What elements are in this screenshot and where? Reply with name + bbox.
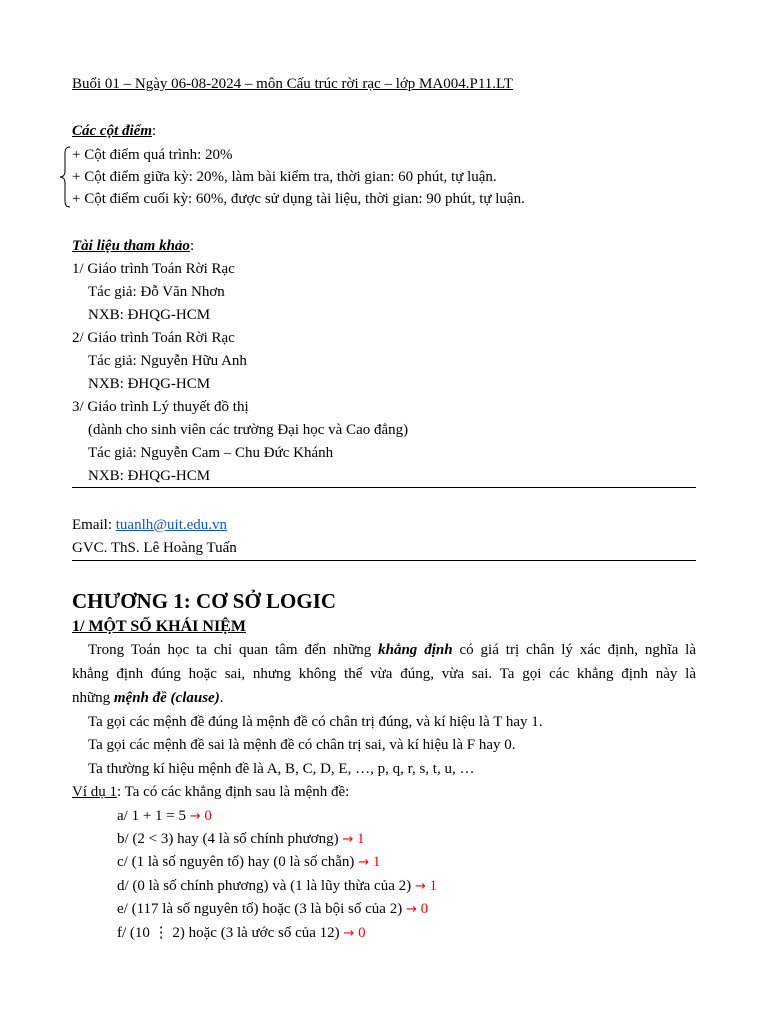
list-item (117, 853, 380, 872)
emphasis-text: mệnh đề (clause) (113, 690, 220, 706)
email-link[interactable]: tuanlh@uit.edu.vn (115, 517, 228, 533)
example-text: f/ (10 ⋮ 2) hoặc (3 là ước số của 12) (117, 925, 344, 941)
arrow-right-icon: → (343, 926, 355, 941)
example-text: b/ (2 < 3) hay (4 là số chính phương) (117, 831, 343, 847)
reference-3-title: 3/ Giáo trình Lý thuyết đồ thị (72, 399, 249, 415)
arrow-right-icon: → (189, 809, 201, 824)
divider-line (72, 560, 696, 561)
paragraph-text: có giá trị chân lý xác định, nghĩa là (452, 642, 696, 658)
example-text: a/ 1 + 1 = 5 (117, 808, 190, 824)
reference-2-publisher: NXB: ĐHQG-HCM (88, 376, 211, 392)
grades-heading (72, 122, 156, 140)
example-intro: : Ta có các khẳng định sau là mệnh đề: (117, 784, 350, 800)
paragraph-true-definition: Ta gọi các mệnh đề đúng là mệnh đề có chân trị đúng, và kí hiệu là T hay 1. (88, 714, 543, 730)
example-value: 0 (420, 901, 429, 917)
section-heading: 1/ MỘT SỐ KHÁI NIỆM (72, 618, 246, 635)
example-label: Ví dụ 1 (72, 784, 117, 800)
example-text: d/ (0 là số chính phương) và (1 là lũy thừa của 2) (117, 878, 415, 894)
paragraph-text: những (72, 690, 114, 706)
paragraph-1-line-1 (72, 641, 696, 659)
references-heading (72, 237, 194, 255)
curly-brace-icon (59, 146, 71, 208)
session-header: Buổi 01 – Ngày 06-08-2024 – môn Cấu trúc rời rạc – lớp MA004.P11.LT (72, 76, 513, 92)
example-value: 1 (356, 831, 365, 847)
example-value: 1 (429, 878, 438, 894)
arrow-right-icon: → (414, 879, 426, 894)
list-item (117, 900, 428, 919)
list-item (117, 877, 437, 896)
arrow-right-icon: → (405, 902, 417, 917)
references-colon: : (189, 238, 195, 254)
chapter-title: CHƯƠNG 1: CƠ SỞ LOGIC (72, 589, 337, 613)
reference-1-title: 1/ Giáo trình Toán Rời Rạc (72, 261, 235, 277)
email-label: Email: (72, 517, 116, 533)
grade-item-midterm: + Cột điểm giữa kỳ: 20%, làm bài kiểm tra, thời gian: 60 phút, tự luận. (72, 169, 497, 185)
grades-title: Các cột điểm (72, 123, 152, 139)
grades-colon: : (151, 123, 157, 139)
emphasis-text: khẳng định (378, 642, 453, 658)
example-value: 0 (358, 925, 366, 941)
teacher-name: GVC. ThS. Lê Hoàng Tuấn (72, 540, 237, 556)
paragraph-text: . (219, 690, 224, 706)
reference-1-publisher: NXB: ĐHQG-HCM (88, 307, 211, 323)
divider-line (72, 487, 696, 488)
paragraph-notation: Ta thường kí hiệu mệnh đề là A, B, C, D, E, …, p, q, r, s, t, u, … (88, 761, 475, 777)
example-value: 1 (372, 854, 381, 870)
grade-item-process: + Cột điểm quá trình: 20% (72, 147, 233, 163)
arrow-right-icon: → (358, 855, 370, 870)
reference-3-author: Tác giả: Nguyễn Cam – Chu Đức Khánh (88, 445, 334, 461)
reference-3-publisher: NXB: ĐHQG-HCM (88, 468, 211, 484)
reference-3-note: (dành cho sinh viên các trường Đại học và Cao đẳng) (88, 422, 409, 438)
reference-2-author: Tác giả: Nguyễn Hữu Anh (88, 353, 247, 369)
email-line (72, 516, 227, 534)
list-item (117, 924, 366, 943)
list-item (117, 830, 364, 849)
example-text: c/ (1 là số nguyên tố) hay (0 là số chẵn) (117, 854, 359, 870)
references-title: Tài liệu tham khảo (72, 238, 190, 254)
list-item (117, 807, 212, 826)
paragraph-1-line-3 (72, 689, 223, 707)
paragraph-text: Trong Toán học ta chỉ quan tâm đến những (88, 642, 379, 658)
reference-1-author: Tác giả: Đỗ Văn Nhơn (88, 284, 225, 300)
reference-2-title: 2/ Giáo trình Toán Rời Rạc (72, 330, 235, 346)
example-heading (72, 783, 349, 801)
example-value: 0 (204, 808, 212, 824)
grade-item-final: + Cột điểm cuối kỳ: 60%, được sử dụng tài liệu, thời gian: 90 phút, tự luận. (72, 191, 525, 207)
paragraph-false-definition: Ta gọi các mệnh đề sai là mệnh đề có chân trị sai, và kí hiệu là F hay 0. (88, 737, 516, 753)
arrow-right-icon: → (342, 832, 354, 847)
example-text: e/ (117 là số nguyên tố) hoặc (3 là bội số của 2) (117, 901, 406, 917)
paragraph-1-line-2: khẳng định đúng hoặc sai, nhưng không thể vừa đúng, vừa sai. Ta gọi các khẳng định này là (72, 666, 696, 682)
